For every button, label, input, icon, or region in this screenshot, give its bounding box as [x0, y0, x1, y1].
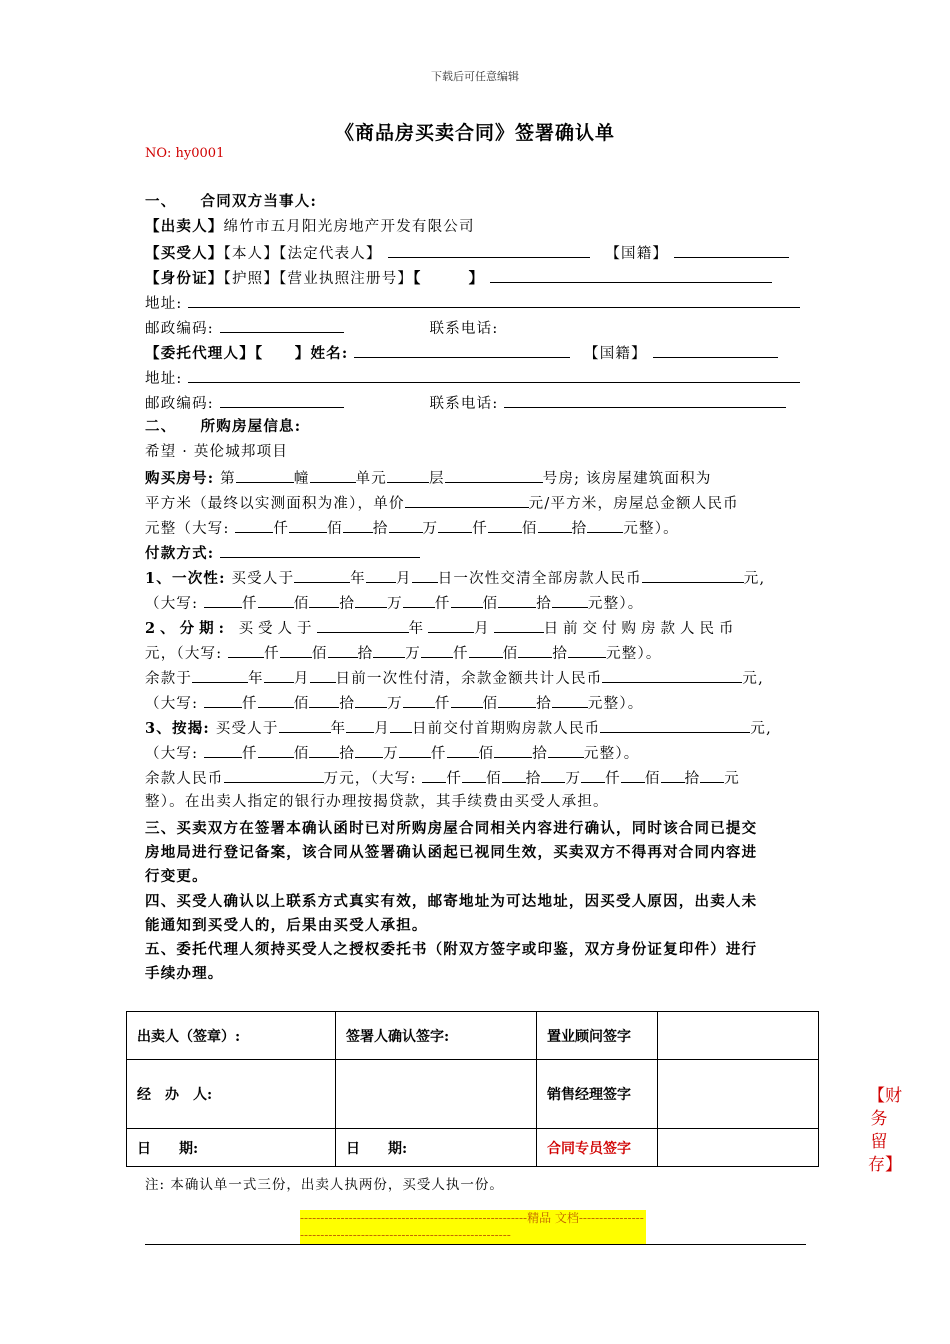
- blank[interactable]: [621, 767, 645, 783]
- installment-label: 2、分期:: [145, 620, 229, 637]
- id-other: 【 】: [413, 270, 485, 287]
- unit-qian: 仟: [446, 771, 463, 787]
- manager-sign-field[interactable]: [658, 1060, 819, 1129]
- total-row: [145, 517, 679, 539]
- unit-bai: 佰: [311, 646, 328, 662]
- blank[interactable]: [224, 767, 324, 783]
- unit-shi: 拾: [357, 646, 374, 662]
- onetime-row: [145, 567, 765, 589]
- agent-phone-blank[interactable]: [504, 392, 786, 408]
- bottom-rule: [145, 1244, 806, 1245]
- unit-price-blank[interactable]: [405, 492, 529, 508]
- postcode-label: 邮政编码:: [145, 321, 214, 337]
- contract-specialist-field[interactable]: [658, 1129, 819, 1167]
- unit-year: 年: [408, 621, 429, 637]
- blank[interactable]: [280, 642, 312, 658]
- unit-shi: 拾: [339, 746, 356, 762]
- balance-daxie-row: [145, 692, 643, 714]
- footnote: 注: 本确认单一式三份，出卖人执两份，买受人执一份。: [145, 1177, 504, 1193]
- unit-bai: 佰: [293, 746, 310, 762]
- mortgage-tail: 日前交付首期购房款人民币: [411, 721, 601, 737]
- clause-3-line2: 房地局进行登记备案，该合同从签署确认函起已视同生效，买卖双方不得再对合同内容进: [145, 844, 758, 861]
- blank[interactable]: [289, 517, 327, 533]
- unit-qian: 仟: [273, 521, 290, 537]
- blank[interactable]: [389, 517, 423, 533]
- unit-bai: 佰: [644, 771, 661, 787]
- mortgage-text: 买受人于: [215, 721, 279, 737]
- payment-method-blank[interactable]: [220, 542, 420, 558]
- project-name: 希望 · 英伦城邦项目: [145, 444, 289, 460]
- seller-seal-cell: 出卖人（签章）:: [127, 1012, 336, 1060]
- section2-heading: 二、 所购房屋信息:: [145, 418, 302, 435]
- installment-text: 买受人于: [238, 621, 317, 637]
- unit-yuan: 元,: [743, 571, 766, 587]
- blank[interactable]: [700, 767, 724, 783]
- postcode-blank[interactable]: [220, 317, 344, 333]
- loan-end: 整）。在出卖人指定的银行办理按揭贷款，其手续费由买受人承担。: [145, 794, 609, 810]
- section1-heading: 一、 合同双方当事人:: [145, 193, 318, 210]
- unit-qian: 仟: [242, 596, 258, 612]
- clause-3-line1: 三、买卖双方在签署本确认函时已对所购房屋合同相关内容进行确认，同时该合同已提交: [145, 820, 758, 837]
- blank[interactable]: [373, 642, 405, 658]
- blank[interactable]: [552, 592, 588, 608]
- unit-qian: 仟: [242, 696, 258, 712]
- loan-wanyuan: 万元，（大写:: [323, 771, 417, 787]
- blank[interactable]: [309, 592, 339, 608]
- unit-yuanzheng: 元整）。: [623, 521, 679, 537]
- blank[interactable]: [309, 742, 339, 758]
- daxie-open: （大写:: [145, 696, 199, 712]
- blank[interactable]: [399, 742, 431, 758]
- unit-wan: 万: [387, 596, 403, 612]
- unit-qian: 仟: [434, 596, 451, 612]
- unit-month: 月: [395, 571, 412, 587]
- blank[interactable]: [258, 742, 294, 758]
- date-cell-1: 日 期:: [127, 1129, 336, 1167]
- blank[interactable]: [451, 592, 483, 608]
- balance-prefix: 余款于: [145, 671, 193, 687]
- unit-shi: 拾: [532, 746, 548, 762]
- blank[interactable]: [488, 517, 522, 533]
- blank[interactable]: [412, 567, 438, 583]
- blank[interactable]: [600, 717, 750, 733]
- unit-wan: 万: [387, 696, 403, 712]
- onetime-tail: 日一次性交清全部房款人民币: [437, 571, 642, 587]
- blank[interactable]: [541, 767, 565, 783]
- blank[interactable]: [346, 717, 374, 733]
- unit-shi: 拾: [552, 646, 569, 662]
- room-row: [145, 467, 712, 489]
- onetime-text: 买受人于: [231, 571, 295, 587]
- blank[interactable]: [403, 592, 435, 608]
- unit-yuanzheng: 元整）。: [606, 646, 662, 662]
- agent-address-blank[interactable]: [188, 367, 800, 383]
- id-number-blank[interactable]: [490, 267, 772, 283]
- blank[interactable]: [279, 717, 331, 733]
- clause-3-line3: 行变更。: [145, 868, 208, 885]
- blank[interactable]: [204, 742, 242, 758]
- room-floor: 层: [428, 471, 445, 487]
- phone-label: 联系电话:: [429, 321, 499, 337]
- id-row: [145, 267, 772, 289]
- handler-sign-field[interactable]: [336, 1060, 537, 1129]
- address-row-2: [145, 367, 800, 389]
- consultant-sign-field[interactable]: [658, 1012, 819, 1060]
- unit-qian: 仟: [452, 646, 469, 662]
- consultant-sign-label: 置业顾问签字: [537, 1012, 658, 1060]
- unit-yuanzheng: 元整）。: [587, 696, 644, 712]
- blank[interactable]: [602, 667, 742, 683]
- signature-table: [126, 1011, 819, 1167]
- loan-row: [145, 767, 740, 789]
- unit-month: 月: [374, 721, 390, 737]
- unit-shi: 拾: [684, 771, 701, 787]
- blank[interactable]: [309, 692, 339, 708]
- blank[interactable]: [502, 767, 526, 783]
- unit-bai: 佰: [502, 646, 519, 662]
- unit-bai: 佰: [327, 521, 343, 537]
- unit-year: 年: [330, 721, 347, 737]
- yuan-daxie: 元，（大写:: [145, 646, 223, 662]
- unit-qian: 仟: [472, 521, 488, 537]
- blank[interactable]: [258, 692, 294, 708]
- loan-prefix: 余款人民币: [145, 771, 224, 787]
- blank[interactable]: [421, 642, 453, 658]
- unit-shi: 拾: [571, 521, 588, 537]
- installment-daxie-row: [145, 642, 662, 664]
- blank[interactable]: [581, 767, 605, 783]
- id-options: 【护照】【营业执照注册号】: [223, 271, 414, 287]
- address-row-1: [145, 292, 800, 314]
- seller-name: 绵竹市五月阳光房地产开发有限公司: [223, 219, 475, 235]
- contract-number: NO: hy0001: [145, 146, 225, 161]
- clause-5-line1: 五、委托代理人须持买受人之授权委托书（附双方签字或印鉴，双方身份证复印件）进行: [145, 941, 758, 958]
- installment-row: [145, 617, 739, 639]
- agent-name-blank[interactable]: [354, 342, 570, 358]
- unit-yuan: 元,: [750, 721, 772, 737]
- finance-retain-note: 【财务留存】: [868, 1086, 902, 1175]
- blank[interactable]: [366, 567, 396, 583]
- unit-year: 年: [350, 571, 366, 587]
- address-label: 地址:: [145, 296, 183, 312]
- agent-postcode-blank[interactable]: [220, 392, 344, 408]
- mortgage-label: 3、按揭:: [145, 720, 210, 737]
- unit-bai: 佰: [521, 521, 538, 537]
- seller-row: [145, 217, 475, 237]
- unit-shi: 拾: [525, 771, 542, 787]
- blank[interactable]: [469, 642, 503, 658]
- room-tong: 幢: [293, 471, 310, 487]
- watermark-banner: --------------------------------------------------------精品 文档--------------------------------------------------------------------: [300, 1210, 646, 1244]
- unit-bai: 佰: [482, 596, 499, 612]
- unit-qian: 仟: [242, 746, 258, 762]
- clause-4-line2: 能通知到买受人的，后果由买受人承担。: [145, 917, 428, 934]
- blank[interactable]: [390, 717, 412, 733]
- agent-row: [145, 342, 778, 364]
- blank[interactable]: [661, 767, 685, 783]
- agent-nationality-label: 【国籍】: [584, 346, 647, 362]
- room-label: 购买房号:: [145, 470, 215, 487]
- unit-bai: 佰: [478, 746, 495, 762]
- blank[interactable]: [192, 667, 248, 683]
- unit-wan: 万: [422, 521, 439, 537]
- agent-nationality-blank[interactable]: [653, 342, 778, 358]
- postcode-row-1: [145, 317, 498, 339]
- blank[interactable]: [355, 742, 383, 758]
- blank[interactable]: [462, 767, 486, 783]
- balance-row: [145, 667, 764, 689]
- area-row: [145, 492, 739, 514]
- blank[interactable]: [328, 642, 358, 658]
- unit-bai: 佰: [293, 696, 310, 712]
- page-title: 《商品房买卖合同》签署确认单: [334, 122, 615, 144]
- agent-postcode-label: 邮政编码:: [145, 396, 214, 412]
- postcode-row-2: [145, 392, 786, 414]
- room-number-blank[interactable]: [445, 467, 543, 483]
- floor-blank[interactable]: [387, 467, 429, 483]
- balance-tail: 日前一次性付清，余款金额共计人民币: [335, 671, 603, 687]
- blank[interactable]: [264, 667, 294, 683]
- unit-year: 年: [248, 671, 264, 687]
- blank[interactable]: [498, 692, 536, 708]
- blank[interactable]: [568, 642, 606, 658]
- unit-shi: 拾: [339, 596, 356, 612]
- nationality-label: 【国籍】: [605, 246, 669, 262]
- clause-5-line2: 手续办理。: [145, 965, 224, 982]
- blank[interactable]: [310, 667, 336, 683]
- unit-qian: 仟: [605, 771, 621, 787]
- blank[interactable]: [447, 742, 479, 758]
- buyer-name-blank[interactable]: [388, 242, 590, 258]
- unit-month: 月: [293, 671, 310, 687]
- room-tail: 号房; 该房屋建筑面积为: [542, 471, 712, 487]
- blank[interactable]: [642, 567, 744, 583]
- daxie-open: （大写:: [145, 746, 199, 762]
- total-prefix: 元整（大写:: [145, 521, 230, 537]
- blank[interactable]: [235, 517, 273, 533]
- blank[interactable]: [258, 592, 294, 608]
- area-text: 平方米（最终以实测面积为准），单价: [145, 496, 405, 512]
- manager-sign-label: 销售经理签字: [537, 1060, 658, 1129]
- id-label: 【身份证】: [145, 270, 224, 287]
- blank[interactable]: [451, 692, 483, 708]
- unit-blank[interactable]: [310, 467, 356, 483]
- buyer-label: 【买受人】: [145, 245, 224, 262]
- unit-shi: 拾: [536, 696, 552, 712]
- price-tail: 元/平方米，房屋总金额人民币: [528, 496, 739, 512]
- unit-wan: 万: [565, 771, 582, 787]
- buyer-options: 【本人】【法定代表人】: [223, 246, 382, 262]
- blank[interactable]: [355, 592, 387, 608]
- installment-tail: 日前交付购房款人民币: [543, 621, 739, 637]
- blank[interactable]: [428, 617, 474, 633]
- blank[interactable]: [204, 592, 242, 608]
- blank[interactable]: [587, 517, 623, 533]
- seller-label: 【出卖人】: [145, 218, 224, 235]
- blank[interactable]: [228, 642, 264, 658]
- payment-row: [145, 542, 420, 564]
- unit-month: 月: [474, 621, 494, 637]
- unit-wan: 万: [383, 746, 399, 762]
- unit-bai: 佰: [482, 696, 499, 712]
- payment-label: 付款方式:: [145, 545, 215, 562]
- unit-yuan: 元,: [742, 671, 764, 687]
- onetime-label: 1、一次性:: [145, 570, 226, 587]
- onetime-daxie-row: [145, 592, 643, 614]
- blank[interactable]: [518, 642, 552, 658]
- unit-yuanzheng: 元整）。: [583, 746, 640, 762]
- agent-phone-label: 联系电话:: [429, 396, 499, 412]
- date-cell-2: 日 期:: [336, 1129, 537, 1167]
- blank[interactable]: [422, 767, 446, 783]
- address-blank[interactable]: [188, 292, 800, 308]
- top-note: 下载后可任意编辑: [431, 70, 519, 83]
- unit-wan: 万: [405, 646, 421, 662]
- unit-shi: 拾: [536, 596, 552, 612]
- blank[interactable]: [494, 742, 532, 758]
- unit-yuanzheng: 元整）。: [587, 596, 644, 612]
- unit-bai: 佰: [486, 771, 502, 787]
- blank[interactable]: [548, 742, 584, 758]
- blank[interactable]: [403, 692, 435, 708]
- unit-bai: 佰: [293, 596, 310, 612]
- mortgage-daxie-row: [145, 742, 639, 764]
- blank[interactable]: [355, 692, 387, 708]
- unit-qian: 仟: [434, 696, 451, 712]
- signer-confirm-cell: 签署人确认签字:: [336, 1012, 537, 1060]
- blank[interactable]: [343, 517, 373, 533]
- agent-address-label: 地址:: [145, 371, 183, 387]
- handler-cell: 经 办 人:: [127, 1060, 336, 1129]
- blank[interactable]: [494, 617, 544, 633]
- blank[interactable]: [538, 517, 572, 533]
- daxie-open: （大写:: [145, 596, 199, 612]
- clause-4-line1: 四、买受人确认以上联系方式真实有效，邮寄地址为可达地址，因买受人原因，出卖人未: [145, 893, 758, 910]
- nationality-blank[interactable]: [674, 242, 789, 258]
- blank[interactable]: [438, 517, 472, 533]
- room-unit: 单元: [355, 471, 387, 487]
- blank[interactable]: [204, 692, 242, 708]
- unit-qian: 仟: [264, 646, 280, 662]
- unit-qian: 仟: [430, 746, 447, 762]
- buyer-row: [145, 242, 789, 264]
- unit-shi: 拾: [339, 696, 356, 712]
- agent-label: 【委托代理人】【 】姓名:: [145, 345, 349, 362]
- blank[interactable]: [317, 617, 409, 633]
- mortgage-row: [145, 717, 772, 739]
- contract-specialist-label: 合同专员签字: [537, 1129, 658, 1167]
- blank[interactable]: [552, 692, 588, 708]
- building-blank[interactable]: [236, 467, 294, 483]
- unit-shi: 拾: [372, 521, 389, 537]
- room-di: 第: [220, 471, 236, 487]
- blank[interactable]: [294, 567, 350, 583]
- blank[interactable]: [498, 592, 536, 608]
- unit-yuan: 元: [724, 771, 740, 787]
